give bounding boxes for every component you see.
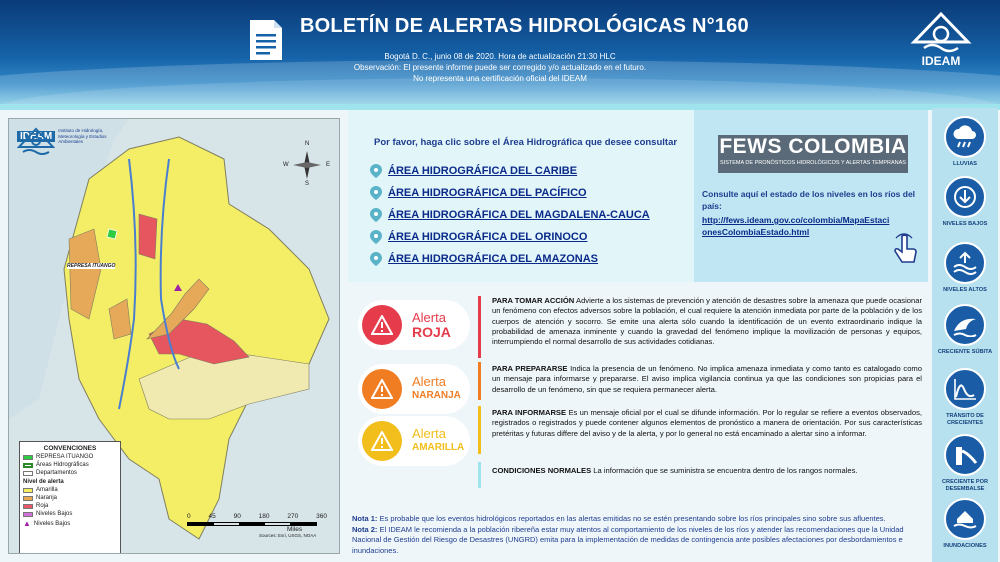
warning-icon bbox=[362, 305, 402, 345]
legend-item: Departamentos bbox=[23, 470, 117, 476]
legend-low-marker: ▲ Niveles Bajos bbox=[23, 519, 71, 528]
region-link[interactable]: ÁREA HIDROGRÁFICA DEL PACÍFICO bbox=[388, 187, 587, 199]
red-alert-text: PARA TOMAR ACCIÓN Advierte a los sistemas de prevención y atención de desastres sobre la amenaza que puede ocasionar un fenómeno con efectos adversos sobre la población, el cual requiere la atención inmediata por parte de la población y de los cuerpos de atención y socorro. Se emite una alerta sólo cuando la identificación de un evento extraordinario indique la probabilidad de amenaza inminente y cuando la gravedad del fenómeno implique la movilización de personas y equipos, interrumpiendo el normal desarrollo de sus actividades cotidianas. bbox=[492, 296, 922, 347]
normal-conditions-text: CONDICIONES NORMALES La información que se suministra se encuentra dentro de los rangos normales. bbox=[492, 466, 858, 475]
legend-level: Roja bbox=[23, 503, 117, 509]
sidebar-item-niveles-bajos[interactable]: NIVELES BAJOS bbox=[932, 176, 998, 228]
map-legend bbox=[19, 441, 121, 554]
compass-north: N bbox=[305, 141, 310, 147]
ideam-emblem-icon bbox=[910, 12, 972, 54]
sidebar-item-niveles-altos[interactable]: NIVELES ALTOS bbox=[932, 242, 998, 294]
header-disclaimer: No representa una certificación oficial del IDEAM bbox=[413, 74, 587, 83]
region-item-caribe[interactable] bbox=[370, 160, 650, 182]
compass-west: W bbox=[283, 162, 289, 168]
sidebar-item-lluvias[interactable]: LLUVIAS bbox=[932, 116, 998, 168]
event-type-sidebar bbox=[932, 108, 998, 562]
ideam-logo-text: IDEAM bbox=[921, 54, 961, 68]
location-pin-icon bbox=[370, 252, 382, 266]
header-observation: Observación: El presente informe puede ser corregido y/o actualizado en el futuro. bbox=[353, 63, 647, 72]
normal-divider bbox=[478, 462, 481, 488]
dam-release-icon bbox=[944, 434, 986, 476]
fews-logo[interactable] bbox=[718, 135, 908, 173]
legend-item: REPRESA ITUANGO bbox=[23, 454, 117, 460]
note-1: Nota 1: Es probable que los eventos hidrológicos reportados en las alertas emitidas no se estén presentando sobre los ríos principales sino sobre sus afluentes. bbox=[352, 514, 886, 523]
rain-cloud-icon bbox=[944, 116, 986, 158]
pointer-hand-icon bbox=[892, 232, 920, 268]
legend-level-title: Nivel de alerta bbox=[23, 479, 64, 485]
map-logo-subtitle: Instituto de Hidrología, Meteorología y Estudios Ambientales bbox=[58, 128, 107, 144]
region-list bbox=[370, 160, 650, 270]
warning-icon bbox=[362, 421, 402, 461]
region-link[interactable]: ÁREA HIDROGRÁFICA DEL MAGDALENA-CAUCA bbox=[388, 209, 650, 221]
region-prompt: Por favor, haga clic sobre el Área Hidrográfica que desee consultar bbox=[374, 137, 678, 148]
footnotes bbox=[352, 514, 924, 556]
flash-flood-icon bbox=[944, 304, 986, 346]
region-link[interactable]: ÁREA HIDROGRÁFICA DEL CARIBE bbox=[388, 165, 578, 177]
warning-icon bbox=[362, 369, 402, 409]
header-date: Bogotá D. C., junio 08 de 2020. Hora de actualización 21:30 HLC bbox=[384, 52, 616, 61]
note-2: Nota 2: El IDEAM le recomienda a la población ribereña estar muy atentos al comportamiento de los niveles de los ríos y atender las recomendaciones que la Unidad Nacional de Gestión del Riesgo de Desastres (UNGRD) emita para la implementación de medidas de contingencia ante posibles afectaciones por desbordamientos e inundaciones. bbox=[352, 524, 904, 555]
map-sources: Sources: Esri, USGS, NOAA bbox=[259, 533, 317, 538]
legend-item: Áreas Hidrográficas bbox=[23, 462, 117, 468]
scale-unit: Miles bbox=[287, 526, 303, 533]
region-link[interactable]: ÁREA HIDROGRÁFICA DEL AMAZONAS bbox=[388, 253, 599, 265]
fews-link[interactable]: http://fews.ideam.gov.co/colombia/MapaEstacionesColombiaEstado.html bbox=[702, 215, 890, 237]
legend-level: Niveles Bajos bbox=[23, 511, 117, 517]
location-pin-icon bbox=[370, 230, 382, 244]
red-alert-divider bbox=[478, 296, 481, 358]
page-title: BOLETÍN DE ALERTAS HIDROLÓGICAS N°160 bbox=[300, 15, 749, 37]
map-scale: 0 45 90 180 270 360 Miles Sources: Esri, USGS, NOAA bbox=[187, 513, 337, 538]
alert-map[interactable] bbox=[8, 118, 340, 554]
fews-description bbox=[702, 188, 922, 238]
sidebar-item-inundaciones[interactable]: INUNDACIONES bbox=[932, 498, 998, 550]
orange-alert-badge: Alerta NARANJA bbox=[358, 364, 470, 414]
region-item-magdalena-cauca[interactable] bbox=[370, 204, 650, 226]
ideam-logo[interactable] bbox=[910, 12, 980, 68]
sidebar-item-creciente-subita[interactable]: CRECIENTE SÚBITA bbox=[932, 304, 998, 356]
legend-level: Amarilla bbox=[23, 487, 117, 493]
compass-icon bbox=[289, 147, 325, 183]
map-logo-text: IDEAM bbox=[17, 131, 55, 142]
map-ideam-logo bbox=[17, 127, 137, 183]
yellow-alert-divider bbox=[478, 406, 481, 454]
region-item-amazonas[interactable] bbox=[370, 248, 650, 270]
fews-logo-title: FEWS COLOMBIA bbox=[719, 135, 907, 158]
high-level-icon bbox=[944, 242, 986, 284]
legend-level: Naranja bbox=[23, 495, 117, 501]
location-pin-icon bbox=[370, 186, 382, 200]
region-item-orinoco[interactable] bbox=[370, 226, 650, 248]
yellow-alert-text: PARA INFORMARSE Es un mensaje oficial por el cual se difunde información. Por lo regular se refiere a eventos observados, registrados o registrados y puede contener algunos elementos de pronóstico a manera de orientación. Por sus características pretéritas y futuras differe del aviso y de la alerta, y por lo general no está encaminado a alertar sino a informar. bbox=[492, 408, 922, 438]
document-icon bbox=[246, 18, 286, 62]
red-alert-badge: Alerta ROJA bbox=[358, 300, 470, 350]
compass-east: E bbox=[326, 162, 331, 168]
region-link[interactable]: ÁREA HIDROGRÁFICA DEL ORINOCO bbox=[388, 231, 588, 243]
header-banner bbox=[0, 0, 1000, 104]
location-pin-icon bbox=[370, 208, 382, 222]
location-pin-icon bbox=[370, 164, 382, 178]
yellow-alert-badge: Alerta AMARILLA bbox=[358, 416, 470, 466]
sidebar-item-transito-crecientes[interactable]: TRÁNSITO DE CRECIENTES bbox=[932, 368, 998, 427]
legend-title: CONVENCIONES bbox=[43, 445, 97, 452]
region-item-pacifico[interactable] bbox=[370, 182, 650, 204]
orange-alert-divider bbox=[478, 362, 481, 400]
low-level-icon bbox=[944, 176, 986, 218]
ideam-emblem-icon bbox=[17, 127, 55, 155]
fews-text: Consulte aquí el estado de los niveles en los ríos del país: bbox=[702, 189, 916, 211]
compass-south: S bbox=[305, 181, 310, 187]
flood-transit-icon bbox=[944, 368, 986, 410]
compass-rose bbox=[283, 141, 331, 187]
fews-logo-subtitle: SISTEMA DE PRONÓSTICOS HIDROLÓGICOS Y ALERTAS TEMPRANAS bbox=[720, 160, 906, 166]
orange-alert-text: PARA PREPARARSE Indica la presencia de un fenómeno. No implica amenaza inmediata y como tanto es catalogado como un mensaje para informarse y prepararse. El aviso implica vigilancia continua ya que las condiciones son propicias para el desarrollo de un fenómeno, sin que se requiera permanecer alerta. bbox=[492, 364, 922, 394]
flooding-icon bbox=[944, 498, 986, 540]
dam-label: REPRESA ITUANGO bbox=[67, 263, 116, 269]
sidebar-item-creciente-desembalse[interactable]: CRECIENTE POR DESEMBALSE bbox=[932, 434, 998, 493]
